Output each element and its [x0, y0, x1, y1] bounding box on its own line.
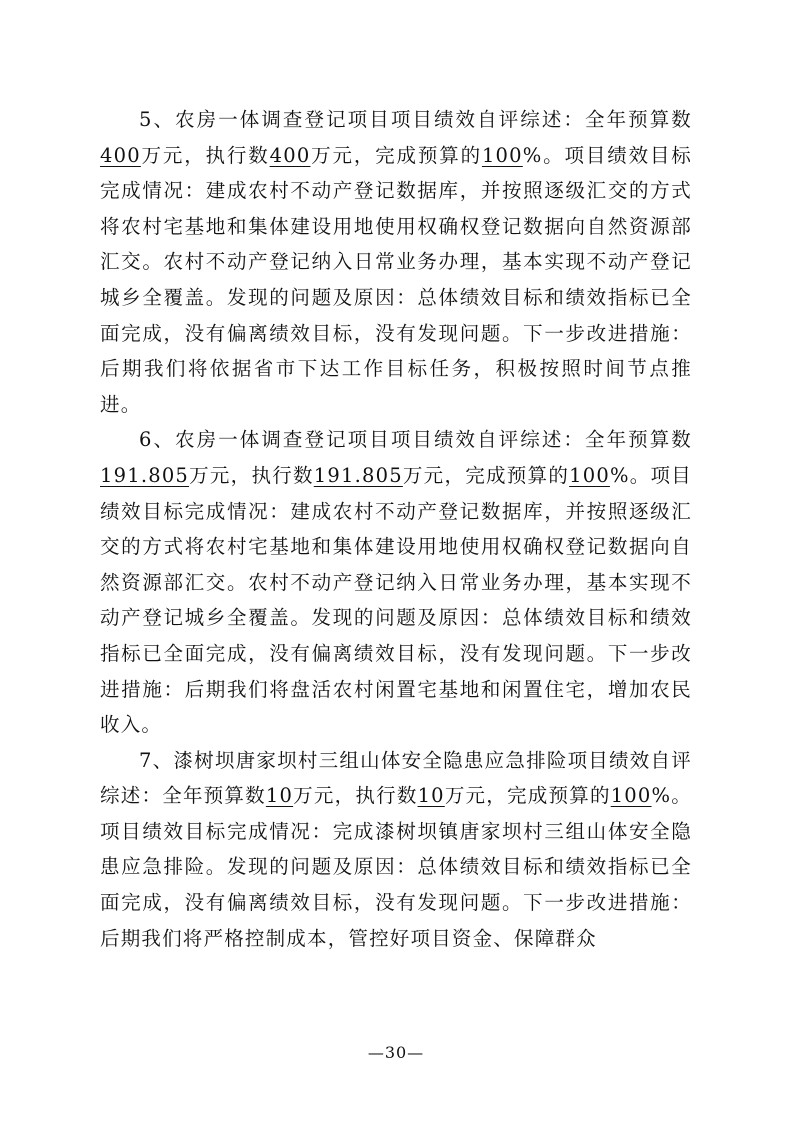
item-6-intro: 6、农房一体调查登记项目项目绩效自评综述：全年预算数 — [139, 428, 692, 452]
item-6-text-completion: 万元，完成预算的 — [402, 463, 570, 487]
paragraph-item-7 — [100, 743, 692, 957]
item-7-text-completion: 万元，完成预算的 — [444, 784, 611, 808]
page-number: —30— — [367, 1043, 425, 1062]
paragraph-item-5 — [100, 102, 692, 422]
item-6-body: %。项目绩效目标完成情况：建成农村不动产登记数据库，并按照逐级汇交的方式将农村宅基地和集体建设用地使用权确权登记数据向自然资源部汇交。农村不动产登记纳入日常业务办理，基本实现不动产登记城乡全覆盖。发现的问题及原因：总体绩效目标和绩效指标已全面完成，没有偏离绩效目标，没有发现问题。下一步改进措施：后期我们将盘活农村闲置宅基地和闲置住宅，增加农民收入。 — [100, 463, 692, 737]
paragraph-item-6 — [100, 422, 692, 742]
item-7-executed-value: 10 — [417, 784, 445, 808]
document-body — [100, 102, 692, 956]
item-7-intro: 7、漆树坝唐家坝村三组山体安全隐患应急排险项目绩效自评综述：全年预算数 — [100, 748, 692, 808]
item-5-budget-value: 400 — [100, 143, 141, 167]
item-5-text-completion: 万元，完成预算的 — [310, 143, 482, 167]
item-5-completion-value: 100 — [481, 143, 523, 167]
item-5-intro: 5、农房一体调查登记项目项目绩效自评综述：全年预算数 — [139, 108, 692, 131]
item-6-completion-value: 100 — [569, 463, 610, 487]
item-5-text-executed: 万元，执行数 — [140, 143, 270, 167]
item-5-body: %。项目绩效目标完成情况：建成农村不动产登记数据库，并按照逐级汇交的方式将农村宅基地和集体建设用地使用权确权登记数据向自然资源部汇交。农村不动产登记纳入日常业务办理，基本实现不动产登记城乡全覆盖。发现的问题及原因：总体绩效目标和绩效指标已全面完成，没有偏离绩效目标，没有发现问题。下一步改进措施：后期我们将依据省市下达工作目标任务，积极按照时间节点推进。 — [100, 143, 692, 416]
item-7-body: %。项目绩效目标完成情况：完成漆树坝镇唐家坝村三组山体安全隐患应急排险。发现的问题及原因：总体绩效目标和绩效指标已全面完成，没有偏离绩效目标，没有发现问题。下一步改进措施：后期我们将严格控制成本，管控好项目资金、保障群众 — [100, 784, 692, 950]
item-6-budget-value: 191.805 — [100, 463, 190, 487]
item-6-text-executed: 万元，执行数 — [189, 463, 314, 487]
item-7-completion-value: 100 — [610, 784, 652, 808]
item-6-executed-value: 191.805 — [313, 463, 403, 487]
item-7-text-executed: 万元，执行数 — [293, 784, 418, 808]
item-7-budget-value: 10 — [265, 784, 294, 808]
item-5-executed-value: 400 — [269, 143, 311, 167]
